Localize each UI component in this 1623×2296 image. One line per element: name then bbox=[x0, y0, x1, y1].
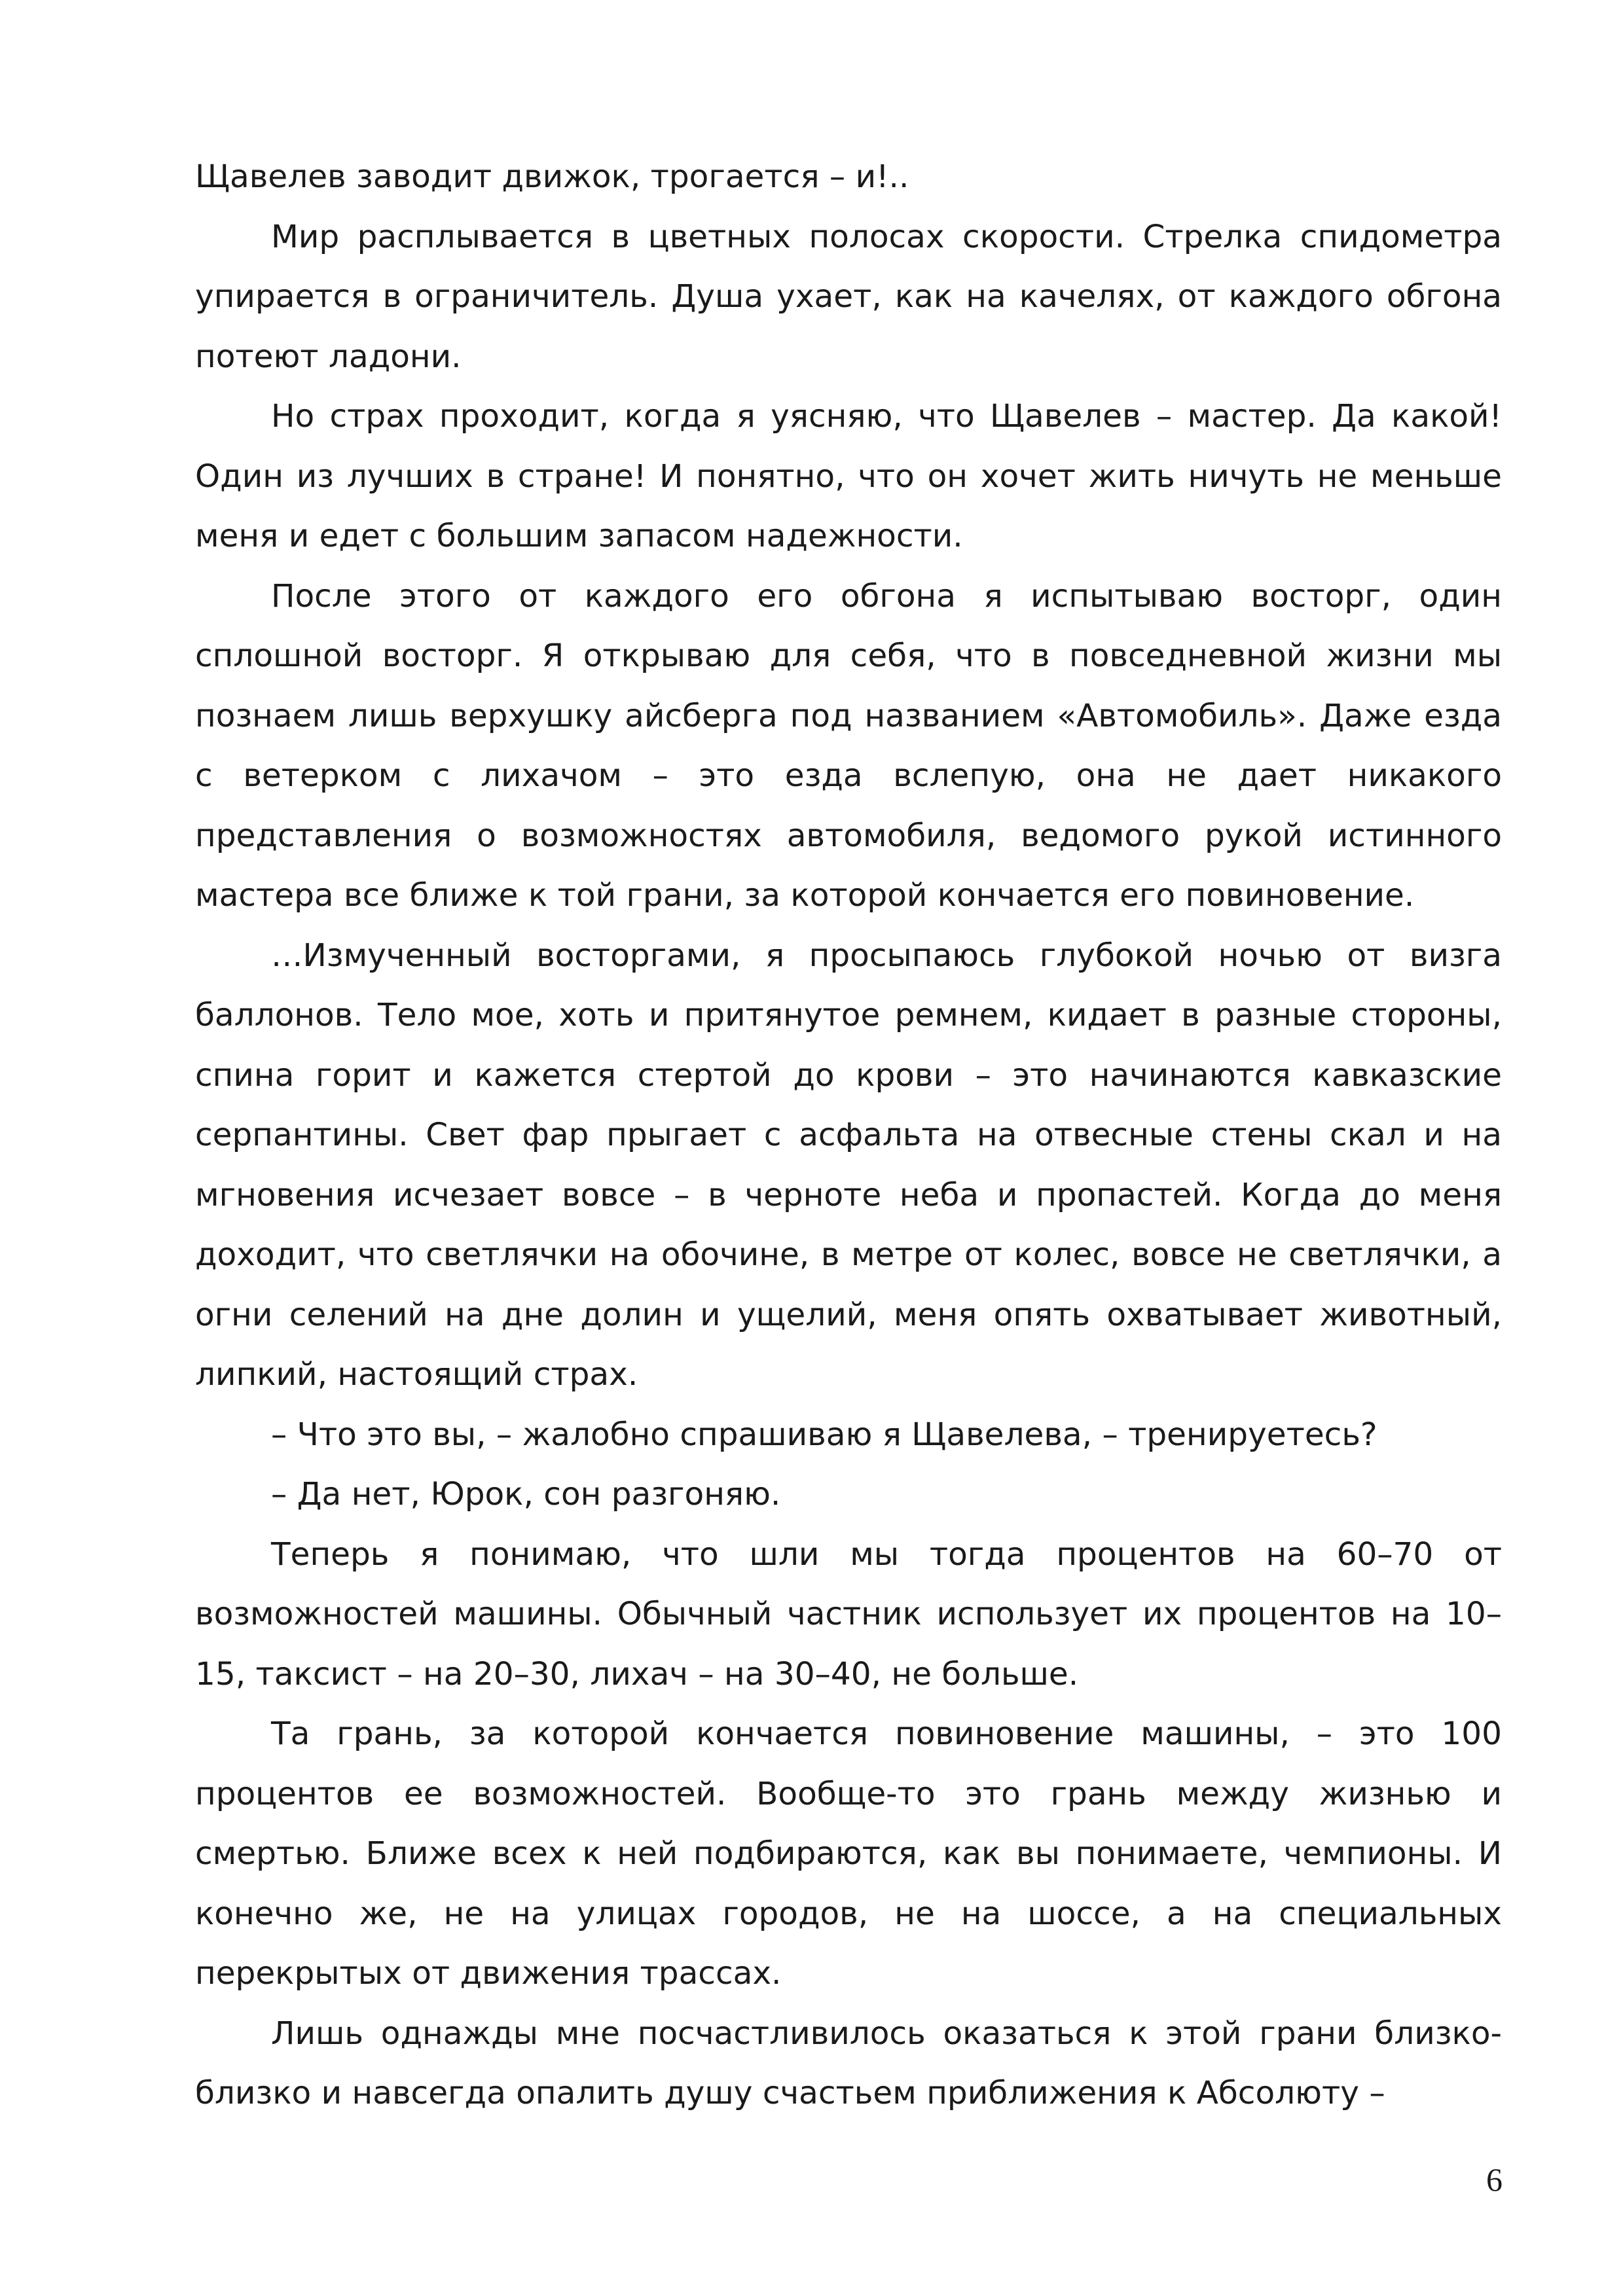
paragraph-7: – Да нет, Юрок, сон разгоняю. bbox=[271, 1476, 781, 1513]
paragraph-4: После этого от каждого его обгона я испытываю восторг, один сплошной восторг. Я открываю для себя, что в повседневной жизни мы познаем лишь верхушку айсберга под названием «Автомобиль». Даже езда с ветерком с лихачом – это езда вслепую, она не дает никакого представления о возможностях автомобиля, ведомого рукой истинного мастера все ближе к той грани, за которой кончается его повиновение. bbox=[195, 577, 1502, 914]
paragraph-8: Теперь я понимаю, что шли мы тогда процентов на 60–70 от возможностей машины. Обычный частник использует их процентов на 10–15, таксист – на 20–30, лихач – на 30–40, не больше. bbox=[195, 1535, 1502, 1693]
paragraph-2: Мир расплывается в цветных полосах скорости. Стрелка спидометра упирается в ограничитель. Душа ухает, как на качелях, от каждого обгона потеют ладони. bbox=[195, 218, 1502, 375]
paragraph-9: Та грань, за которой кончается повиновение машины, – это 100 процентов ее возможностей. Вообще-то это грань между жизнью и смертью. Ближе всех к ней подбираются, как вы понимаете, чемпионы. И конечно же, не на улицах городов, не на шоссе, а на специальных перекрытых от движения трассах. bbox=[195, 1715, 1502, 1992]
document-body bbox=[195, 147, 1502, 2124]
paragraph-10: Лишь однажды мне посчастливилось оказаться к этой грани близко-близко и навсегда опалить душу счастьем приближения к Абсолюту – bbox=[195, 2015, 1502, 2111]
paragraph-5: …Измученный восторгами, я просыпаюсь глубокой ночью от визга баллонов. Тело мое, хоть и притянутое ремнем, кидает в разные стороны, спина горит и кажется стертой до крови – это начинаются кавказские серпантины. Свет фар прыгает с асфальта на отвесные стены скал и на мгновения исчезает вовсе – в черноте неба и пропастей. Когда до меня доходит, что светлячки на обочине, в метре от колес, вовсе не светлячки, а огни селений на дне долин и ущелий, меня опять охватывает животный, липкий, настоящий страх. bbox=[195, 937, 1502, 1393]
paragraph-6: – Что это вы, – жалобно спрашиваю я Щавелева, – тренируетесь? bbox=[271, 1416, 1377, 1453]
page-number: 6 bbox=[1486, 2161, 1503, 2198]
paragraph-1: Щавелев заводит движок, трогается – и!.. bbox=[195, 158, 909, 195]
paragraph-3: Но страх проходит, когда я уясняю, что Щавелев – мастер. Да какой! Один из лучших в стране! И понятно, что он хочет жить ничуть не меньше меня и едет с большим запасом надежности. bbox=[195, 398, 1502, 554]
